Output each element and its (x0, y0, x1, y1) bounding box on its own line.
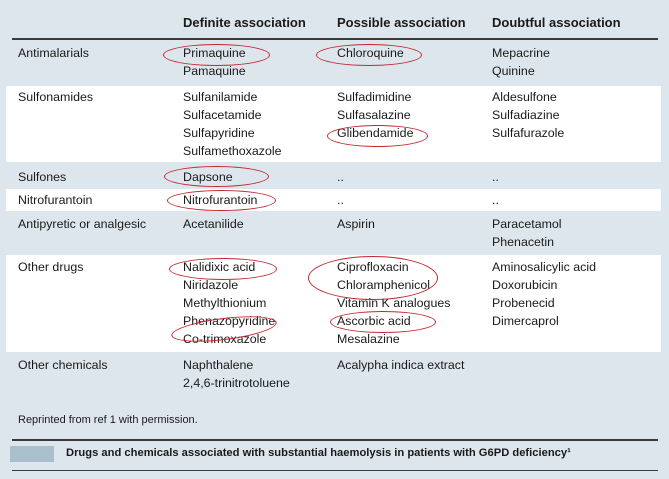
possible-cell (337, 215, 375, 233)
table-entry: Nitrofurantoin (18, 193, 93, 207)
table-entry: Sulfones (18, 170, 67, 184)
table-entry: Glibendamide (337, 126, 414, 140)
header-rule (12, 38, 658, 40)
table-header (6, 0, 661, 40)
table-entry: Acalypha indica extract (337, 358, 465, 372)
table-entry: Antimalarials (18, 46, 89, 60)
table-entry: Paracetamol (492, 217, 562, 231)
drug-table (6, 0, 661, 479)
doubtful-cell (492, 191, 499, 209)
header-definite: Definite association (183, 15, 306, 30)
table-entry: Nitrofurantoin (183, 193, 258, 207)
footnote: Reprinted from ref 1 with permission. (18, 414, 198, 426)
table-caption: Drugs and chemicals associated with substantial haemolysis in patients with G6PD deficiency¹ (66, 447, 571, 459)
doubtful-cell (492, 168, 499, 186)
header-doubtful: Doubtful association (492, 15, 621, 30)
table-entry: Sulfamethoxazole (183, 144, 282, 158)
possible-cell (337, 356, 464, 374)
table-entry: Sulfadiazine (492, 108, 560, 122)
category-cell (18, 258, 83, 276)
highlight-nalidixic-acid (169, 258, 277, 280)
table-entry: Aldesulfone (492, 90, 557, 104)
table-entry: Co-trimoxazole (183, 332, 267, 346)
caption-rule (12, 439, 658, 441)
category-cell (18, 168, 66, 186)
table-entry: Other chemicals (18, 358, 108, 372)
table-entry: Pamaquine (183, 64, 246, 78)
table-entry: Ciprofloxacin (337, 260, 409, 274)
table-entry: Dimercaprol (492, 314, 559, 328)
table-entry: Naphthalene (183, 358, 254, 372)
doubtful-cell (492, 88, 564, 142)
row-antipyretic (6, 213, 661, 253)
highlight-ciprofloxacin-chloramphenicol (308, 256, 438, 300)
definite-cell (183, 215, 244, 233)
category-cell (18, 191, 92, 209)
table-entry: Probenecid (492, 296, 555, 310)
table-entry: .. (337, 193, 344, 207)
table-entry: .. (492, 170, 499, 184)
highlight-primaquine (163, 44, 270, 66)
header-possible: Possible association (337, 15, 466, 30)
caption-bar (6, 444, 661, 470)
doubtful-cell (492, 44, 550, 80)
highlight-chloroquine (316, 44, 422, 66)
table-entry: Sulfanilamide (183, 90, 258, 104)
table-entry: Vitamin K analogues (337, 296, 451, 310)
bottom-rule (12, 470, 658, 471)
table-entry: Other drugs (18, 260, 84, 274)
table-entry: Mepacrine (492, 46, 550, 60)
table-entry: Acetanilide (183, 217, 244, 231)
category-cell (18, 44, 89, 62)
possible-cell (337, 168, 344, 186)
caption-block (10, 446, 54, 462)
table-entry: Mesalazine (337, 332, 400, 346)
table-entry: Phenacetin (492, 235, 555, 249)
definite-cell (183, 356, 290, 392)
category-cell (18, 88, 93, 106)
table-entry: Sulfapyridine (183, 126, 255, 140)
table-entry: .. (337, 170, 344, 184)
highlight-dapsone (164, 166, 269, 187)
table-entry: Quinine (492, 64, 535, 78)
category-cell (18, 215, 146, 233)
table-entry: Antipyretic or analgesic (18, 217, 147, 231)
table-entry: Sulfafurazole (492, 126, 565, 140)
row-nitrofurantoin (6, 189, 661, 211)
possible-cell (337, 191, 344, 209)
table-entry: .. (492, 193, 499, 207)
highlight-ascorbic-acid (330, 311, 436, 333)
table-entry: Sulfadimidine (337, 90, 412, 104)
row-other-chemicals (6, 354, 661, 396)
table-entry: Chloramphenicol (337, 278, 430, 292)
table-entry: Nalidixic acid (183, 260, 256, 274)
table-entry: Doxorubicin (492, 278, 558, 292)
table-entry: Niridazole (183, 278, 239, 292)
doubtful-cell (492, 215, 562, 251)
table-entry: Sulfasalazine (337, 108, 411, 122)
table-entry: Phenazopyridine (183, 314, 276, 328)
highlight-glibendamide (327, 125, 428, 147)
doubtful-cell (492, 258, 596, 330)
table-entry: Primaquine (183, 46, 246, 60)
table-entry: Chloroquine (337, 46, 404, 60)
category-cell (18, 356, 108, 374)
definite-cell (183, 88, 282, 160)
table-entry: Methylthionium (183, 296, 267, 310)
table-entry: Ascorbic acid (337, 314, 411, 328)
table-entry: Dapsone (183, 170, 233, 184)
highlight-nitrofurantoin (167, 190, 276, 211)
row-sulfones (6, 166, 661, 188)
table-entry: Aminosalicylic acid (492, 260, 596, 274)
table-entry: Aspirin (337, 217, 375, 231)
table-entry: 2,4,6-trinitrotoluene (183, 376, 290, 390)
table-entry: Sulfacetamide (183, 108, 262, 122)
table-entry: Sulfonamides (18, 90, 94, 104)
row-sulfonamides (6, 86, 661, 162)
